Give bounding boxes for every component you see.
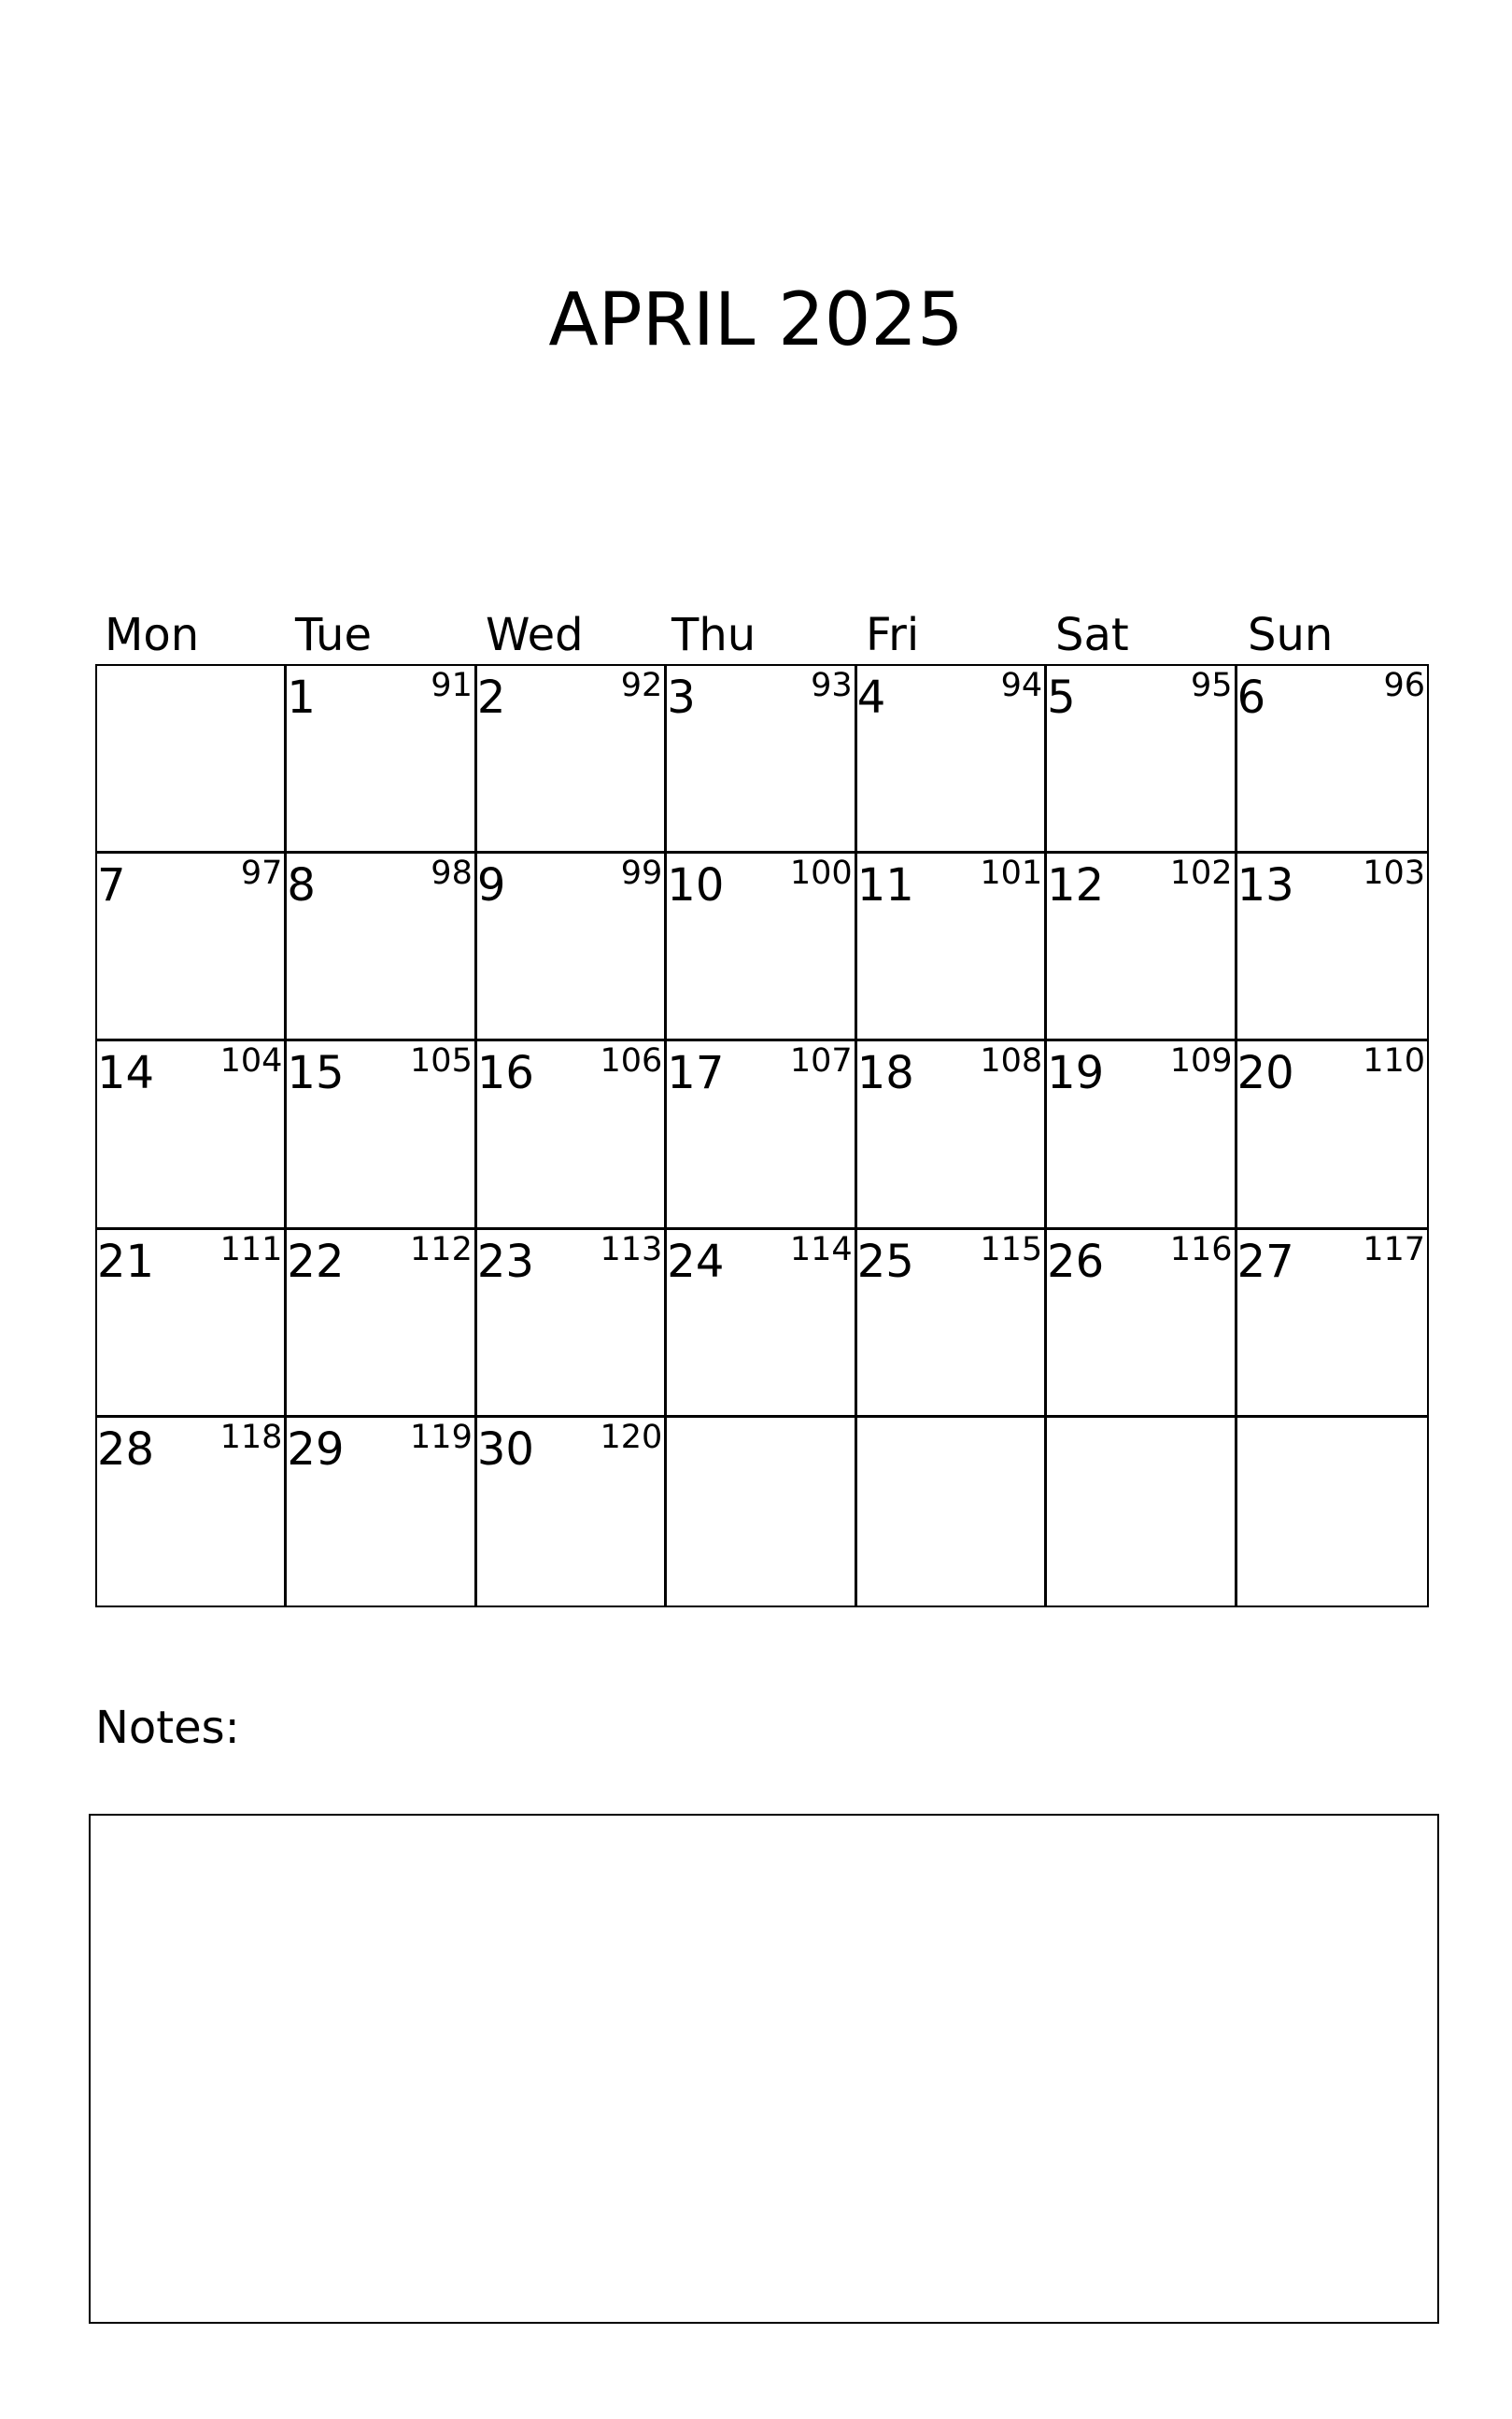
day-of-year-number: 103	[1363, 855, 1425, 893]
weekday-fri: Fri	[866, 609, 920, 661]
day-of-year-number: 108	[980, 1042, 1043, 1081]
day-of-year-number: 102	[1169, 855, 1233, 893]
day-of-year-number: 98	[431, 855, 473, 893]
day-of-year-number: 92	[620, 667, 663, 704]
day-cell[interactable]	[857, 854, 1047, 1041]
day-of-year-number: 97	[240, 855, 283, 893]
day-cell[interactable]	[1237, 1230, 1427, 1418]
day-of-year-number: 113	[600, 1230, 663, 1268]
day-cell[interactable]	[1047, 854, 1236, 1041]
day-cell[interactable]	[1047, 666, 1236, 854]
weekday-header	[95, 607, 1429, 663]
day-of-year-number: 99	[620, 855, 663, 893]
day-number: 30	[476, 1422, 534, 1476]
day-cell[interactable]	[667, 1230, 856, 1418]
day-number: 16	[476, 1047, 534, 1100]
day-number: 5	[1047, 672, 1076, 724]
day-cell[interactable]	[857, 1230, 1047, 1418]
weekday-sat: Sat	[1055, 609, 1129, 661]
day-cell[interactable]	[477, 666, 667, 854]
calendar-grid	[95, 664, 1429, 1607]
day-of-year-number: 116	[1169, 1230, 1233, 1268]
weekday-mon: Mon	[105, 609, 200, 661]
day-of-year-number: 91	[431, 667, 473, 704]
day-number: 9	[476, 859, 506, 912]
day-cell[interactable]	[667, 1041, 856, 1229]
day-cell[interactable]	[1237, 666, 1427, 854]
day-cell[interactable]	[287, 1230, 476, 1418]
day-number: 29	[287, 1422, 345, 1476]
day-cell[interactable]	[857, 666, 1047, 854]
day-cell[interactable]	[1047, 1230, 1236, 1418]
day-number: 13	[1236, 859, 1294, 912]
day-number: 18	[856, 1047, 914, 1100]
empty-day-cell	[1237, 1418, 1427, 1606]
empty-day-cell	[857, 1418, 1047, 1606]
day-number: 25	[856, 1235, 914, 1288]
day-cell[interactable]	[667, 854, 856, 1041]
day-of-year-number: 96	[1383, 667, 1425, 704]
notes-box[interactable]	[89, 1814, 1439, 2324]
day-number: 4	[856, 672, 886, 724]
day-cell[interactable]	[477, 1230, 667, 1418]
day-of-year-number: 117	[1363, 1230, 1425, 1268]
day-cell[interactable]	[287, 1418, 476, 1606]
day-of-year-number: 115	[980, 1230, 1043, 1268]
day-cell[interactable]	[667, 666, 856, 854]
day-number: 12	[1047, 859, 1105, 912]
day-of-year-number: 107	[789, 1042, 853, 1081]
day-of-year-number: 93	[811, 667, 853, 704]
day-cell[interactable]	[857, 1041, 1047, 1229]
day-cell[interactable]	[477, 1418, 667, 1606]
day-number: 17	[667, 1047, 725, 1100]
weekday-thu: Thu	[671, 609, 756, 661]
page-title: APRIL 2025	[548, 278, 964, 362]
day-number: 22	[287, 1235, 345, 1288]
day-of-year-number: 105	[410, 1042, 473, 1081]
day-number: 19	[1047, 1047, 1105, 1100]
day-of-year-number: 94	[1000, 667, 1043, 704]
day-number: 2	[476, 672, 506, 724]
day-of-year-number: 112	[410, 1230, 473, 1268]
day-cell[interactable]	[287, 854, 476, 1041]
day-cell[interactable]	[97, 854, 287, 1041]
day-of-year-number: 101	[980, 855, 1043, 893]
day-cell[interactable]	[477, 1041, 667, 1229]
day-of-year-number: 109	[1169, 1042, 1233, 1081]
day-cell[interactable]	[1047, 1041, 1236, 1229]
day-of-year-number: 95	[1191, 667, 1233, 704]
day-number: 27	[1236, 1235, 1294, 1288]
day-number: 11	[856, 859, 914, 912]
weekday-sun: Sun	[1248, 609, 1334, 661]
day-number: 6	[1236, 672, 1266, 724]
weekday-tue: Tue	[295, 609, 372, 661]
day-number: 7	[97, 859, 126, 912]
day-number: 26	[1047, 1235, 1105, 1288]
empty-day-cell	[667, 1418, 856, 1606]
day-cell[interactable]	[97, 1041, 287, 1229]
day-number: 3	[667, 672, 696, 724]
day-cell[interactable]	[1237, 1041, 1427, 1229]
day-cell[interactable]	[287, 666, 476, 854]
day-of-year-number: 110	[1363, 1042, 1425, 1081]
day-number: 24	[667, 1235, 725, 1288]
day-number: 21	[97, 1235, 155, 1288]
day-of-year-number: 118	[219, 1418, 283, 1456]
day-of-year-number: 119	[410, 1418, 473, 1456]
day-number: 10	[667, 859, 725, 912]
day-cell[interactable]	[287, 1041, 476, 1229]
day-number: 15	[287, 1047, 345, 1100]
day-of-year-number: 114	[789, 1230, 853, 1268]
day-number: 14	[97, 1047, 155, 1100]
day-of-year-number: 120	[600, 1418, 663, 1456]
day-of-year-number: 106	[600, 1042, 663, 1081]
empty-day-cell	[97, 666, 287, 854]
day-cell[interactable]	[477, 854, 667, 1041]
day-number: 20	[1236, 1047, 1294, 1100]
empty-day-cell	[1047, 1418, 1236, 1606]
day-number: 23	[476, 1235, 534, 1288]
day-number: 8	[287, 859, 316, 912]
day-cell[interactable]	[97, 1230, 287, 1418]
day-cell[interactable]	[97, 1418, 287, 1606]
day-number: 28	[97, 1422, 155, 1476]
day-of-year-number: 100	[789, 855, 853, 893]
day-of-year-number: 111	[219, 1230, 283, 1268]
notes-label: Notes:	[95, 1702, 240, 1754]
weekday-wed: Wed	[486, 609, 584, 661]
day-cell[interactable]	[1237, 854, 1427, 1041]
day-of-year-number: 104	[219, 1042, 283, 1081]
day-number: 1	[287, 672, 316, 724]
